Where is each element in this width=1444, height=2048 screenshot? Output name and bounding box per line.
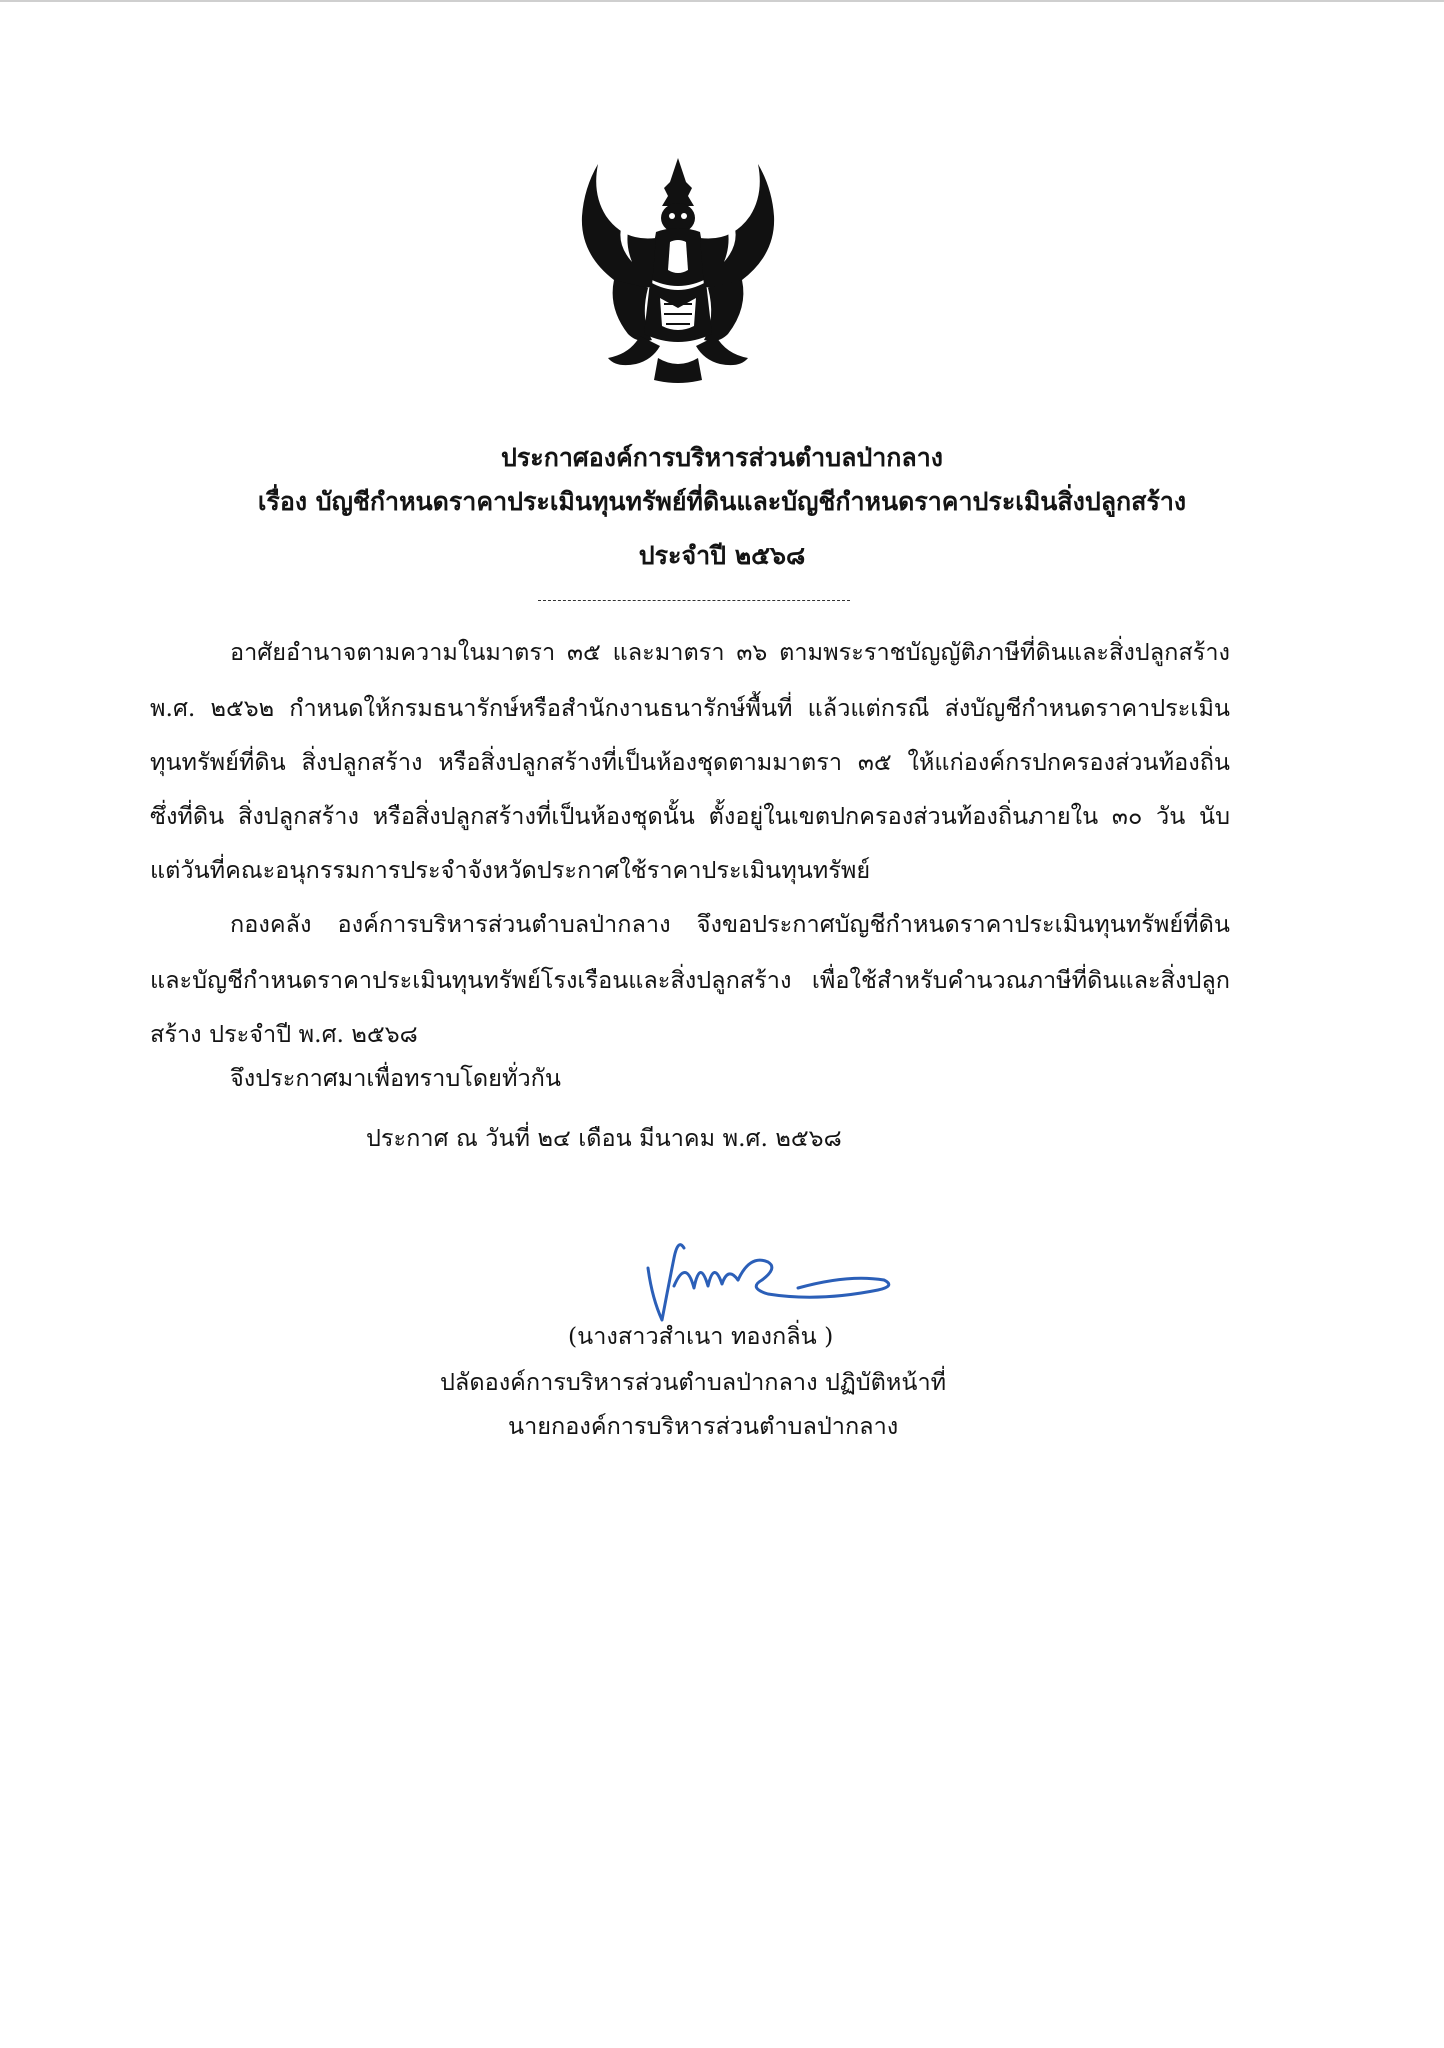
scan-edge [0, 0, 1444, 2]
announcement-date: ประกาศ ณ วันที่ ๒๔ เดือน มีนาคม พ.ศ. ๒๕๖๘ [366, 1124, 842, 1152]
paragraph-1-line: พ.ศ. ๒๕๖๒ กำหนดให้กรมธนารักษ์หรือสำนักงานธนารักษ์พื้นที่ แล้วแต่กรณี ส่งบัญชีกำหนดราคาประเมิน [150, 694, 1230, 722]
paragraph-1-line: ซึ่งที่ดิน สิ่งปลูกสร้าง หรือสิ่งปลูกสร้างที่เป็นห้องชุดนั้น ตั้งอยู่ในเขตปกครองส่วนท้องถิ่นภายใน ๓๐ วัน นับ [150, 802, 1230, 830]
signatory-position: ปลัดองค์การบริหารส่วนตำบลป่ากลาง ปฏิบัติหน้าที่ [440, 1368, 947, 1396]
announcement-title: ประกาศองค์การบริหารส่วนตำบลป่ากลาง [500, 443, 944, 472]
closing-statement: จึงประกาศมาเพื่อทราบโดยทั่วกัน [230, 1064, 561, 1092]
paragraph-2-line: และบัญชีกำหนดราคาประเมินทุนทรัพย์โรงเรือนและสิ่งปลูกสร้าง เพื่อใช้สำหรับคำนวณภาษีที่ดินและสิ่งปลูก [150, 966, 1230, 994]
garuda-emblem-icon [578, 158, 778, 383]
signatory-name: (นางสาวสำเนา ทองกลิ่น ) [568, 1322, 834, 1350]
paragraph-2-line: สร้าง ประจำปี พ.ศ. ๒๕๖๘ [150, 1020, 418, 1048]
paragraph-1-line: อาศัยอำนาจตามความในมาตรา ๓๕ และมาตรา ๓๖ ตามพระราชบัญญัติภาษีที่ดินและสิ่งปลูกสร้าง [230, 638, 1230, 666]
signatory-position-acting: นายกองค์การบริหารส่วนตำบลป่ากลาง [508, 1412, 899, 1440]
paragraph-1-line: ทุนทรัพย์ที่ดิน สิ่งปลูกสร้าง หรือสิ่งปลูกสร้างที่เป็นห้องชุดตามมาตรา ๓๕ ให้แก่องค์กรปกครองส่วนท้องถิ่น [150, 748, 1230, 776]
announcement-subject: เรื่อง บัญชีกำหนดราคาประเมินทุนทรัพย์ที่ดินและบัญชีกำหนดราคาประเมินสิ่งปลูกสร้าง [257, 487, 1187, 516]
paragraph-2-line: กองคลัง องค์การบริหารส่วนตำบลป่ากลาง จึงขอประกาศบัญชีกำหนดราคาประเมินทุนทรัพย์ที่ดิน [230, 910, 1230, 938]
announcement-year: ประจำปี ๒๕๖๘ [638, 541, 806, 570]
paragraph-1-line: แต่วันที่คณะอนุกรรมการประจำจังหวัดประกาศใช้ราคาประเมินทุนทรัพย์ [150, 856, 871, 884]
divider [538, 600, 850, 601]
